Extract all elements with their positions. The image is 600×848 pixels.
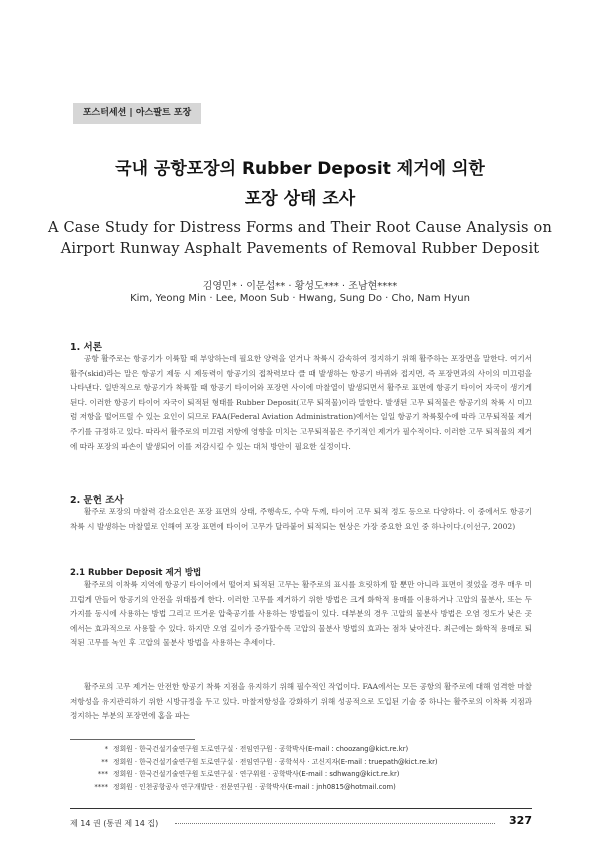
intro-paragraph: 공항 활주로는 항공기가 이륙할 때 부양하는데 필요한 양력을 얻거나 착륙시 감속하여 정지하기 위해 활주하는 포장면을 말한다. 여기서 활주(skid)라는 말은 항공기 제동 시 제동력이 항공기의 접착력보다 클 때 발생하는 항공기 바퀴와 접지면, 즉 포장면과의 사이의 미끄럼을 나타낸다. 일반적으로 항공기가 착륙할 때 항공기 타이어와 포장면 사이에 마찰열이 발생되면서 활주로 표면에 항공기 타이어 자국이 생기게 된다. 이러한 항공기 타이어 자국이 퇴적된 형태를 Rubber Deposit(고무 퇴적물)이라 말한다. 발생된 고무 퇴적물은 항공기의 착륙 시 미끄럼 저항을 떨어뜨릴 수 있는 요인이 되므로 FAA(Federal Aviation Administration)에서는 일일 항공기 착륙횟수에 따라 고무퇴적물 제거 주기를 규정하고 있다. 따라서 활주로의 미끄럼 저항에 영향을 미치는 고무퇴적물은 주기적인 제거가 필수적이다. 이러한 고무 퇴적물의 제거에 따라 포장의 파손이 발생되어 이를 저감시킬 수 있는 대처 방안이 필요한 실정이다. [70,354,532,451]
footnote-mark: * [104,745,108,753]
footnote [70,781,438,794]
footnote-mark: **** [94,782,108,791]
korean-title-line-2: 포장 상태 조사 [244,189,356,209]
section-heading-review: 2. 문헌 조사 [70,495,124,506]
footnote-text: 정회원 · 한국건설기술연구원 도로연구실 · 전임연구원 · 공학석사 · 고신지자(E-mail : truepath@kict.re.kr) [113,757,438,766]
section-heading-intro: 1. 서론 [70,342,102,353]
authors-english: Kim, Yeong Min · Lee, Moon Sub · Hwang, Sung Do · Cho, Nam Hyun [130,293,470,304]
footnote-text: 정회원 · 한국건설기술연구원 도로연구실 · 전임연구원 · 공학박사(E-mail : choozang@kict.re.kr) [113,745,409,753]
footnote-text: 정회원 · 한국건설기술연구원 도로연구실 · 연구위원 · 공학박사(E-mail : sdhwang@kict.re.kr) [113,770,400,778]
subsection-heading: 2.1 Rubber Deposit 제거 방법 [70,568,202,578]
session-tag: 포스터세션 | 아스팔트 포장 [73,103,201,124]
footnote [70,756,438,769]
page-number: 327 [509,814,532,827]
footer-dotted-leader [175,823,495,824]
footnote [70,743,438,756]
footer-divider [70,808,532,809]
authors-korean: 김영민* · 이문섭** · 황성도*** · 조남현**** [202,281,398,292]
english-title-line-1: A Case Study for Distress Forms and Their Root Cause Analysis on [48,220,552,236]
footnote-list [70,743,438,793]
subsection-paragraph-2: 활주로의 고무 제거는 안전한 항공기 착륙 지점을 유지하기 위해 필수적인 작업이다. FAA에서는 모든 공항의 활주로에 대해 엄격한 마찰저항성을 유지관리하기 위한 시방규정을 두고 있다. 마찰저항성을 강화하기 위해 성공적으로 도입된 기술 중 하나는 활주로의 이착륙 지점과 정지하는 부분의 포장면에 홈을 파는 [70,682,532,721]
volume-label: 제 14 권 (통권 제 14 집) [70,819,159,828]
footnote-mark: ** [101,757,108,766]
footnote-divider [70,739,195,740]
footnote-text: 정회원 · 인천공항공사 연구개발단 · 전문연구원 · 공학박사(E-mail : jnh0815@hotmail.com) [113,782,396,791]
korean-title-line-1: 국내 공항포장의 Rubber Deposit 제거에 의한 [115,159,485,179]
footnote-mark: *** [97,770,108,778]
subsection-paragraph-1: 활주로의 이착륙 지역에 항공기 타이어에서 떨어져 퇴적된 고무는 활주로의 표시를 흐릿하게 할 뿐만 아니라 표면이 젖었을 경우 매우 미끄럽게 만들어 항공기의 안전을 위태롭게 한다. 이러한 고무를 제거하기 위한 방법은 크게 화학적 용매를 이용하거나 고압의 물분사, 또는 두 가지를 동시에 사용하는 방법 그리고 뜨거운 압축공기를 사용하는 방법들이 있다. 대부분의 경우 고압의 물분사 방법은 오염 정도가 낮은 곳에서는 효과적으로 사용할 수 있다. 하지만 오염 깊이가 증가할수록 고압의 물분사 방법의 효과는 점차 낮아진다. 최근에는 화학적 용매로 퇴적된 고무를 녹인 후 고압의 물분사 방법을 사용하는 추세이다. [70,580,532,648]
footnote [70,768,438,781]
review-paragraph: 활주로 포장의 마찰력 감소요인은 포장 표면의 상태, 주행속도, 수막 두께, 타이어 고무 퇴적 정도 등으로 다양하다. 이 중에서도 항공기 착륙 시 발생하는 마찰열로 인해여 포장 표면에 타이어 고무가 달라붙어 퇴적되는 현상은 가장 중요한 요인 중 하나이다.(이선구, 2002) [70,507,532,531]
english-title-line-2: Airport Runway Asphalt Pavements of Removal Rubber Deposit [60,241,540,257]
